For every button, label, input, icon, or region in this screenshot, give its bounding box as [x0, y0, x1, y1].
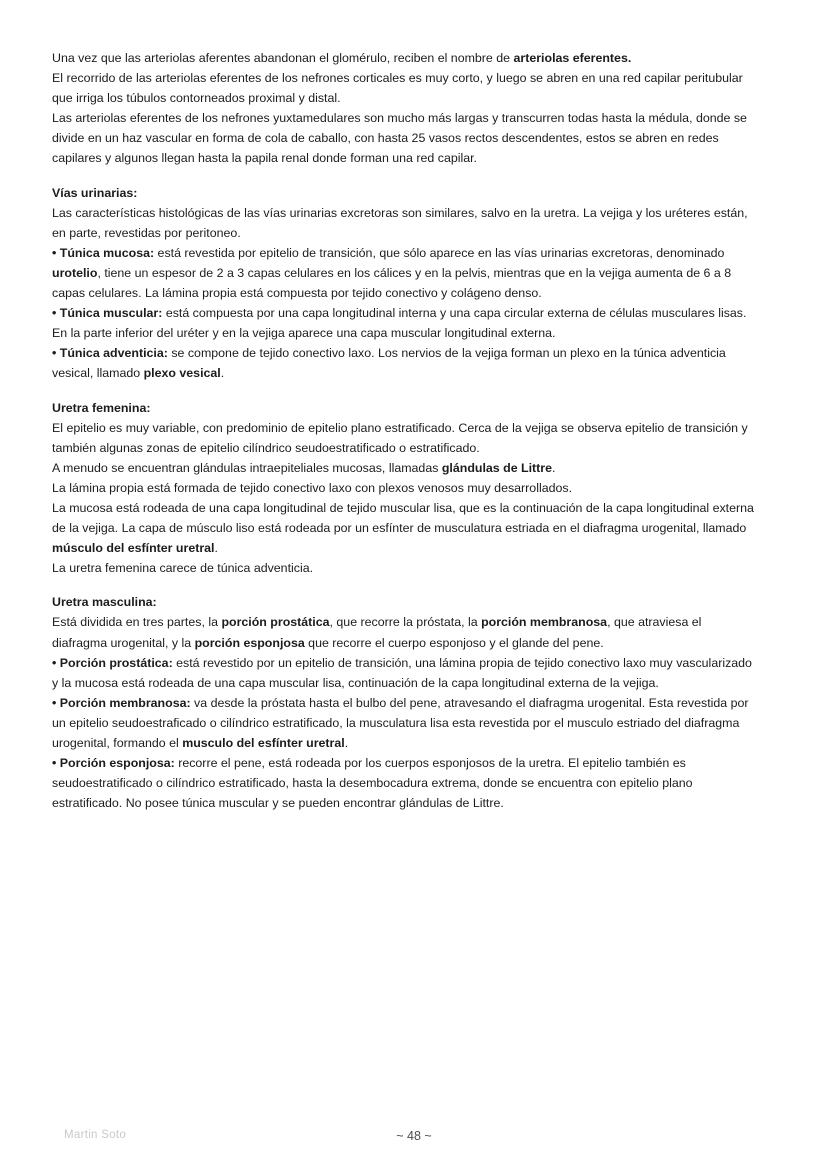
body-text: .	[552, 460, 556, 475]
body-text: está revestido por un epitelio de transición, una lámina propia de tejido conectivo laxo muy vascularizado y la mucosa está rodeada de una capa muscular lisa, continuación de la capa longitudinal externa de la vejiga.	[52, 655, 752, 690]
paragraph	[52, 753, 758, 813]
body-text: está compuesta por una capa longitudinal interna y una capa circular externa de células musculares lisas. En la parte inferior del uréter y en la vejiga aparece una capa muscular longitudinal externa.	[52, 306, 747, 341]
body-text: A menudo se encuentran glándulas intraepiteliales mucosas, llamadas	[52, 460, 442, 475]
paragraph	[52, 68, 758, 108]
body-text: que recorre el cuerpo esponjoso y el glande del pene.	[304, 635, 604, 650]
uretra-masculina-section	[52, 592, 758, 813]
emphasis-text: • Túnica muscular:	[52, 306, 163, 321]
emphasis-text: • Porción prostática:	[52, 655, 173, 670]
emphasis-text: urotelio	[52, 265, 98, 280]
vias-urinarias-section	[52, 183, 758, 384]
body-text: , tiene un espesor de 2 a 3 capas celulares en los cálices y en la pelvis, mientras que en la vejiga aumenta de 6 a 8 capas celulares. La lámina propia está compuesta por tejido conectivo y colágeno denso.	[52, 265, 732, 301]
page-footer	[0, 1129, 828, 1149]
emphasis-text: Uretra masculina:	[52, 595, 157, 610]
body-text: El recorrido de las arteriolas eferentes de los nefrones corticales es muy corto, y luego se abren en una red capilar peritubular que irriga los túbulos contorneados proximal y distal.	[52, 71, 743, 106]
emphasis-text: porción membranosa	[481, 615, 608, 630]
paragraph	[52, 418, 758, 458]
emphasis-text: músculo del esfínter uretral	[52, 541, 215, 556]
body-text: Una vez que las arteriolas aferentes abandonan el glomérulo, reciben el nombre de	[52, 51, 514, 65]
section-heading	[52, 398, 758, 418]
paragraph	[52, 108, 758, 168]
emphasis-text: musculo del esfínter uretral	[182, 736, 345, 750]
paragraph	[52, 203, 758, 243]
emphasis-text: • Porción membranosa:	[52, 695, 191, 710]
footer-author: Martin Soto	[64, 1129, 127, 1141]
emphasis-text: arteriolas eferentes.	[513, 51, 632, 65]
document-body	[52, 48, 758, 813]
emphasis-text: glándulas de Littre	[441, 460, 553, 475]
section-heading	[52, 592, 758, 612]
body-text: , que recorre la próstata, la	[329, 615, 482, 630]
paragraph	[52, 458, 758, 478]
body-text: .	[220, 366, 225, 381]
body-text: , que atraviesa el diafragma urogenital, y la	[52, 615, 702, 650]
arteriolas-eferentes-intro	[52, 48, 758, 169]
paragraph	[52, 243, 758, 303]
body-text: La lámina propia está formada de tejido conectivo laxo con plexos venosos muy desarrollados.	[52, 480, 573, 495]
body-text: .	[214, 541, 218, 556]
paragraph	[52, 612, 758, 652]
uretra-femenina-section	[52, 398, 758, 579]
paragraph	[52, 343, 758, 383]
emphasis-text: plexo vesical	[143, 366, 221, 381]
gap-2	[52, 384, 758, 398]
body-text: se compone de tejido conectivo laxo. Los nervios de la vejiga forman un plexo en la túnica adventicia vesical, llamado	[52, 346, 726, 381]
body-text: El epitelio es muy variable, con predominio de epitelio plano estratificado. Cerca de la vejiga se observa epitelio de transición y también algunas zonas de epitelio cilíndrico seudoestratificado o estratificado.	[52, 420, 748, 455]
paragraph	[52, 653, 758, 693]
emphasis-text: porción esponjosa	[194, 635, 305, 650]
body-text: La uretra femenina carece de túnica adventicia.	[52, 561, 314, 576]
emphasis-text: • Túnica adventicia:	[52, 346, 168, 361]
emphasis-text: porción prostática	[221, 615, 330, 630]
gap-1	[52, 169, 758, 183]
section-heading	[52, 183, 758, 203]
emphasis-text: • Porción esponjosa:	[52, 756, 175, 771]
body-text: Las arteriolas eferentes de los nefrones yuxtamedulares son mucho más largas y transcurren todas hasta la médula, donde se divide en un haz vascular en forma de cola de caballo, con hasta 25 vasos rectos descendentes, estos se abren en redes capilares y algunos llegan hasta la papila renal donde forman una red capilar.	[52, 111, 747, 166]
body-text: Está dividida en tres partes, la	[52, 615, 222, 630]
body-text: Las características histológicas de las vías urinarias excretoras son similares, salvo en la uretra. La vejiga y los uréteres están, en parte, revestidas por peritoneo.	[52, 205, 748, 240]
body-text: recorre el pene, está rodeada por los cuerpos esponjosos de la uretra. El epitelio también es seudoestratificado o cilíndrico estratificado, hasta la desembocadura extrema, donde se encuentra con epitelio plano estratificado. No posee túnica muscular y se pueden encontrar glándulas de Littre.	[52, 756, 693, 811]
paragraph	[52, 558, 758, 578]
footer-page-number: ~ 48 ~	[396, 1129, 432, 1143]
body-text: La mucosa está rodeada de una capa longitudinal de tejido muscular lisa, que es la continuación de la capa longitudinal externa de la vejiga. La capa de músculo liso está rodeada por un esfínter de musculatura estriada en el diafragma urogenital, llamado	[52, 500, 754, 536]
paragraph	[52, 693, 758, 753]
body-text: está revestida por epitelio de transición, que sólo aparece en las vías urinarias excretoras, denominado	[154, 245, 725, 260]
emphasis-text: Vías urinarias:	[52, 185, 138, 200]
paragraph	[52, 478, 758, 498]
emphasis-text: Uretra femenina:	[52, 400, 151, 415]
gap-3	[52, 578, 758, 592]
emphasis-text: • Túnica mucosa:	[52, 245, 155, 260]
body-text: .	[344, 736, 349, 750]
paragraph	[52, 48, 758, 68]
paragraph	[52, 498, 758, 558]
paragraph	[52, 303, 758, 343]
body-text: va desde la próstata hasta el bulbo del pene, atravesando el diafragma urogenital. Esta revestida por un epitelio seudoestraficado o cilíndrico estratificado, la musculatura lisa esta revestida por el musculo estriado del diafragma urogenital, formando el	[52, 695, 749, 750]
